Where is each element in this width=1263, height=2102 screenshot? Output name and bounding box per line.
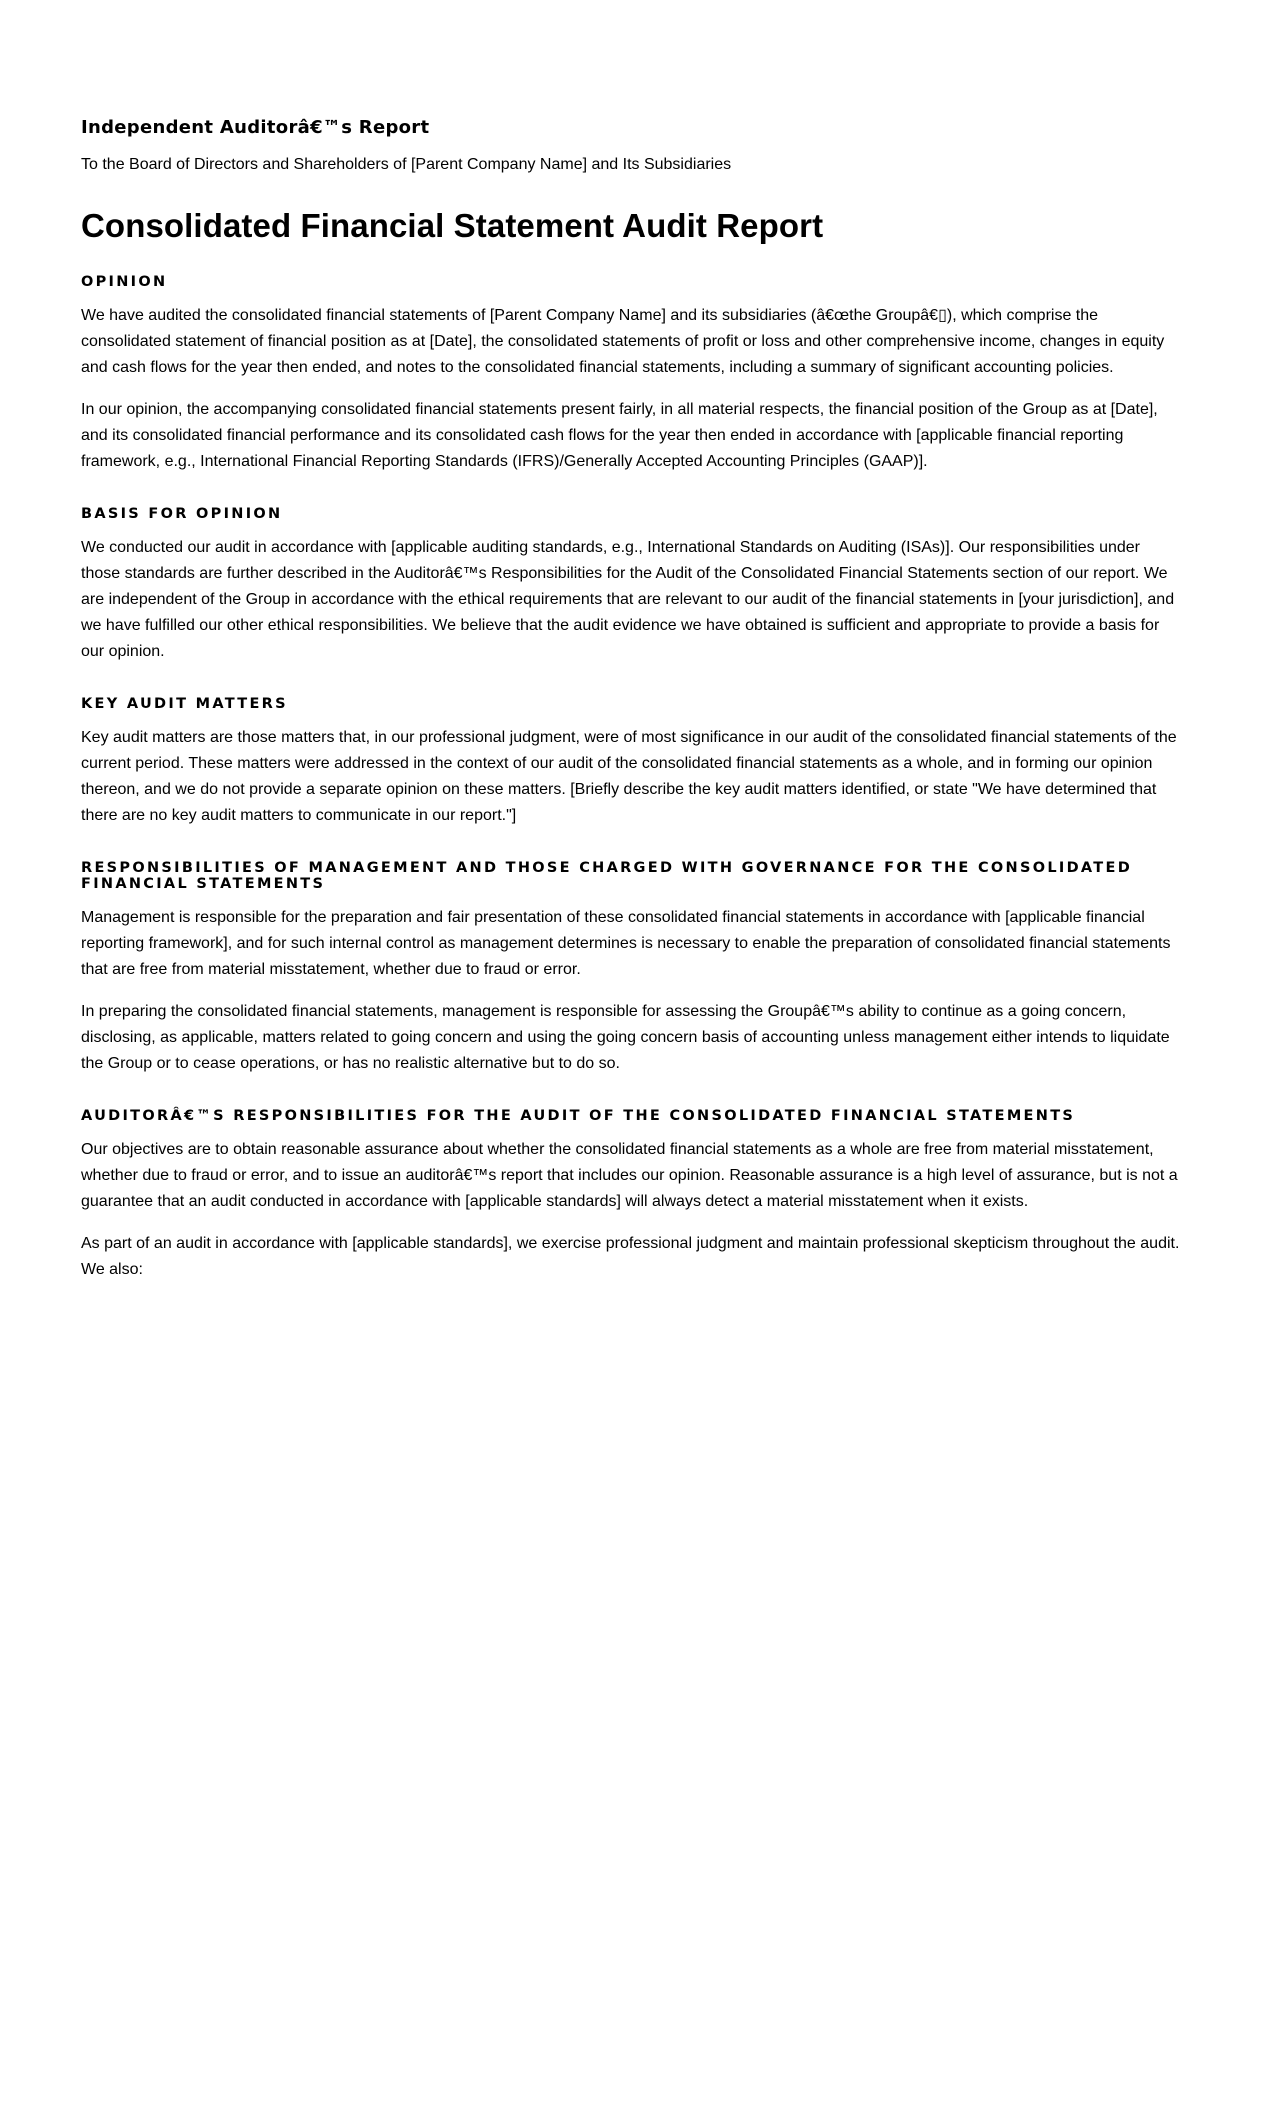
- opinion-paragraph-2: In our opinion, the accompanying consolidated financial statements present fairly, in all material respects, the financial position of the Group as at [Date], and its consolidated financial performance and its consolidated cash flows for the year then ended in accordance with [applicable financial reporting framework, e.g., International Financial Reporting Standards (IFRS)/Generally Accepted Accounting Principles (GAAP)].: [81, 401, 1158, 470]
- management-paragraph-2: In preparing the consolidated financial statements, management is responsible for assessing the Groupâ€™s ability to continue as a going concern, disclosing, as applicable, matters related to going concern and using the going concern basis of accounting unless management either intends to liquidate the Group or to cease operations, or has no realistic alternative but to do so.: [81, 1003, 1170, 1072]
- report-title: Independent Auditorâ€™s Report: [81, 117, 430, 138]
- section-heading-basis-for-opinion: BASIS FOR OPINION: [81, 506, 283, 522]
- main-title: Consolidated Financial Statement Audit Report: [81, 207, 824, 244]
- opinion-paragraph-1: We have audited the consolidated financial statements of [Parent Company Name] and its subsidiaries (â€œthe Groupâ€▯), which comprise the consolidated statement of financial position as at [Date], the consolidated statements of profit or loss and other comprehensive income, changes in equity and cash flows for the year then ended, and notes to the consolidated financial statements, including a summary of significant accounting policies.: [81, 307, 1165, 376]
- section-heading-auditor-responsibilities: AUDITORÂ€™S RESPONSIBILITIES FOR THE AUDIT OF THE CONSOLIDATED FINANCIAL STATEMENTS: [81, 1108, 1076, 1124]
- addressee-line: To the Board of Directors and Shareholders of [Parent Company Name] and Its Subsidiaries: [81, 156, 732, 173]
- basis-paragraph-1: We conducted our audit in accordance with [applicable auditing standards, e.g., International Standards on Auditing (ISAs)]. Our responsibilities under those standards are further described in the Auditorâ€™s Responsibilities for the Audit of the Consolidated Financial Statements section of our report. We are independent of the Group in accordance with the ethical requirements that are relevant to our audit of the financial statements in [your jurisdiction], and we have fulfilled our other ethical responsibilities. We believe that the audit evidence we have obtained is sufficient and appropriate to provide a basis for our opinion.: [81, 539, 1175, 660]
- auditor-paragraph-1: Our objectives are to obtain reasonable assurance about whether the consolidated financial statements as a whole are free from material misstatement, whether due to fraud or error, and to issue an auditorâ€™s report that includes our opinion. Reasonable assurance is a high level of assurance, but is not a guarantee that an audit conducted in accordance with [applicable standards] will always detect a material misstatement when it exists.: [81, 1141, 1178, 1210]
- section-heading-opinion: OPINION: [81, 274, 168, 290]
- management-paragraph-1: Management is responsible for the preparation and fair presentation of these consolidated financial statements in accordance with [applicable financial reporting framework], and for such internal control as management determines is necessary to enable the preparation of consolidated financial statements that are free from material misstatement, whether due to fraud or error.: [81, 909, 1171, 978]
- section-heading-key-audit-matters: KEY AUDIT MATTERS: [81, 696, 288, 712]
- auditor-paragraph-2: As part of an audit in accordance with [applicable standards], we exercise professional judgment and maintain professional skepticism throughout the audit. We also:: [81, 1235, 1180, 1278]
- kam-paragraph-1: Key audit matters are those matters that, in our professional judgment, were of most significance in our audit of the consolidated financial statements of the current period. These matters were addressed in the context of our audit of the consolidated financial statements as a whole, and in forming our opinion thereon, and we do not provide a separate opinion on these matters. [Briefly describe the key audit matters identified, or state "We have determined that there are no key audit matters to communicate in our report."]: [81, 729, 1177, 824]
- section-heading-management-responsibilities: RESPONSIBILITIES OF MANAGEMENT AND THOSE CHARGED WITH GOVERNANCE FOR THE CONSOLIDATED FINANCIAL STATEMENTS: [81, 860, 1133, 892]
